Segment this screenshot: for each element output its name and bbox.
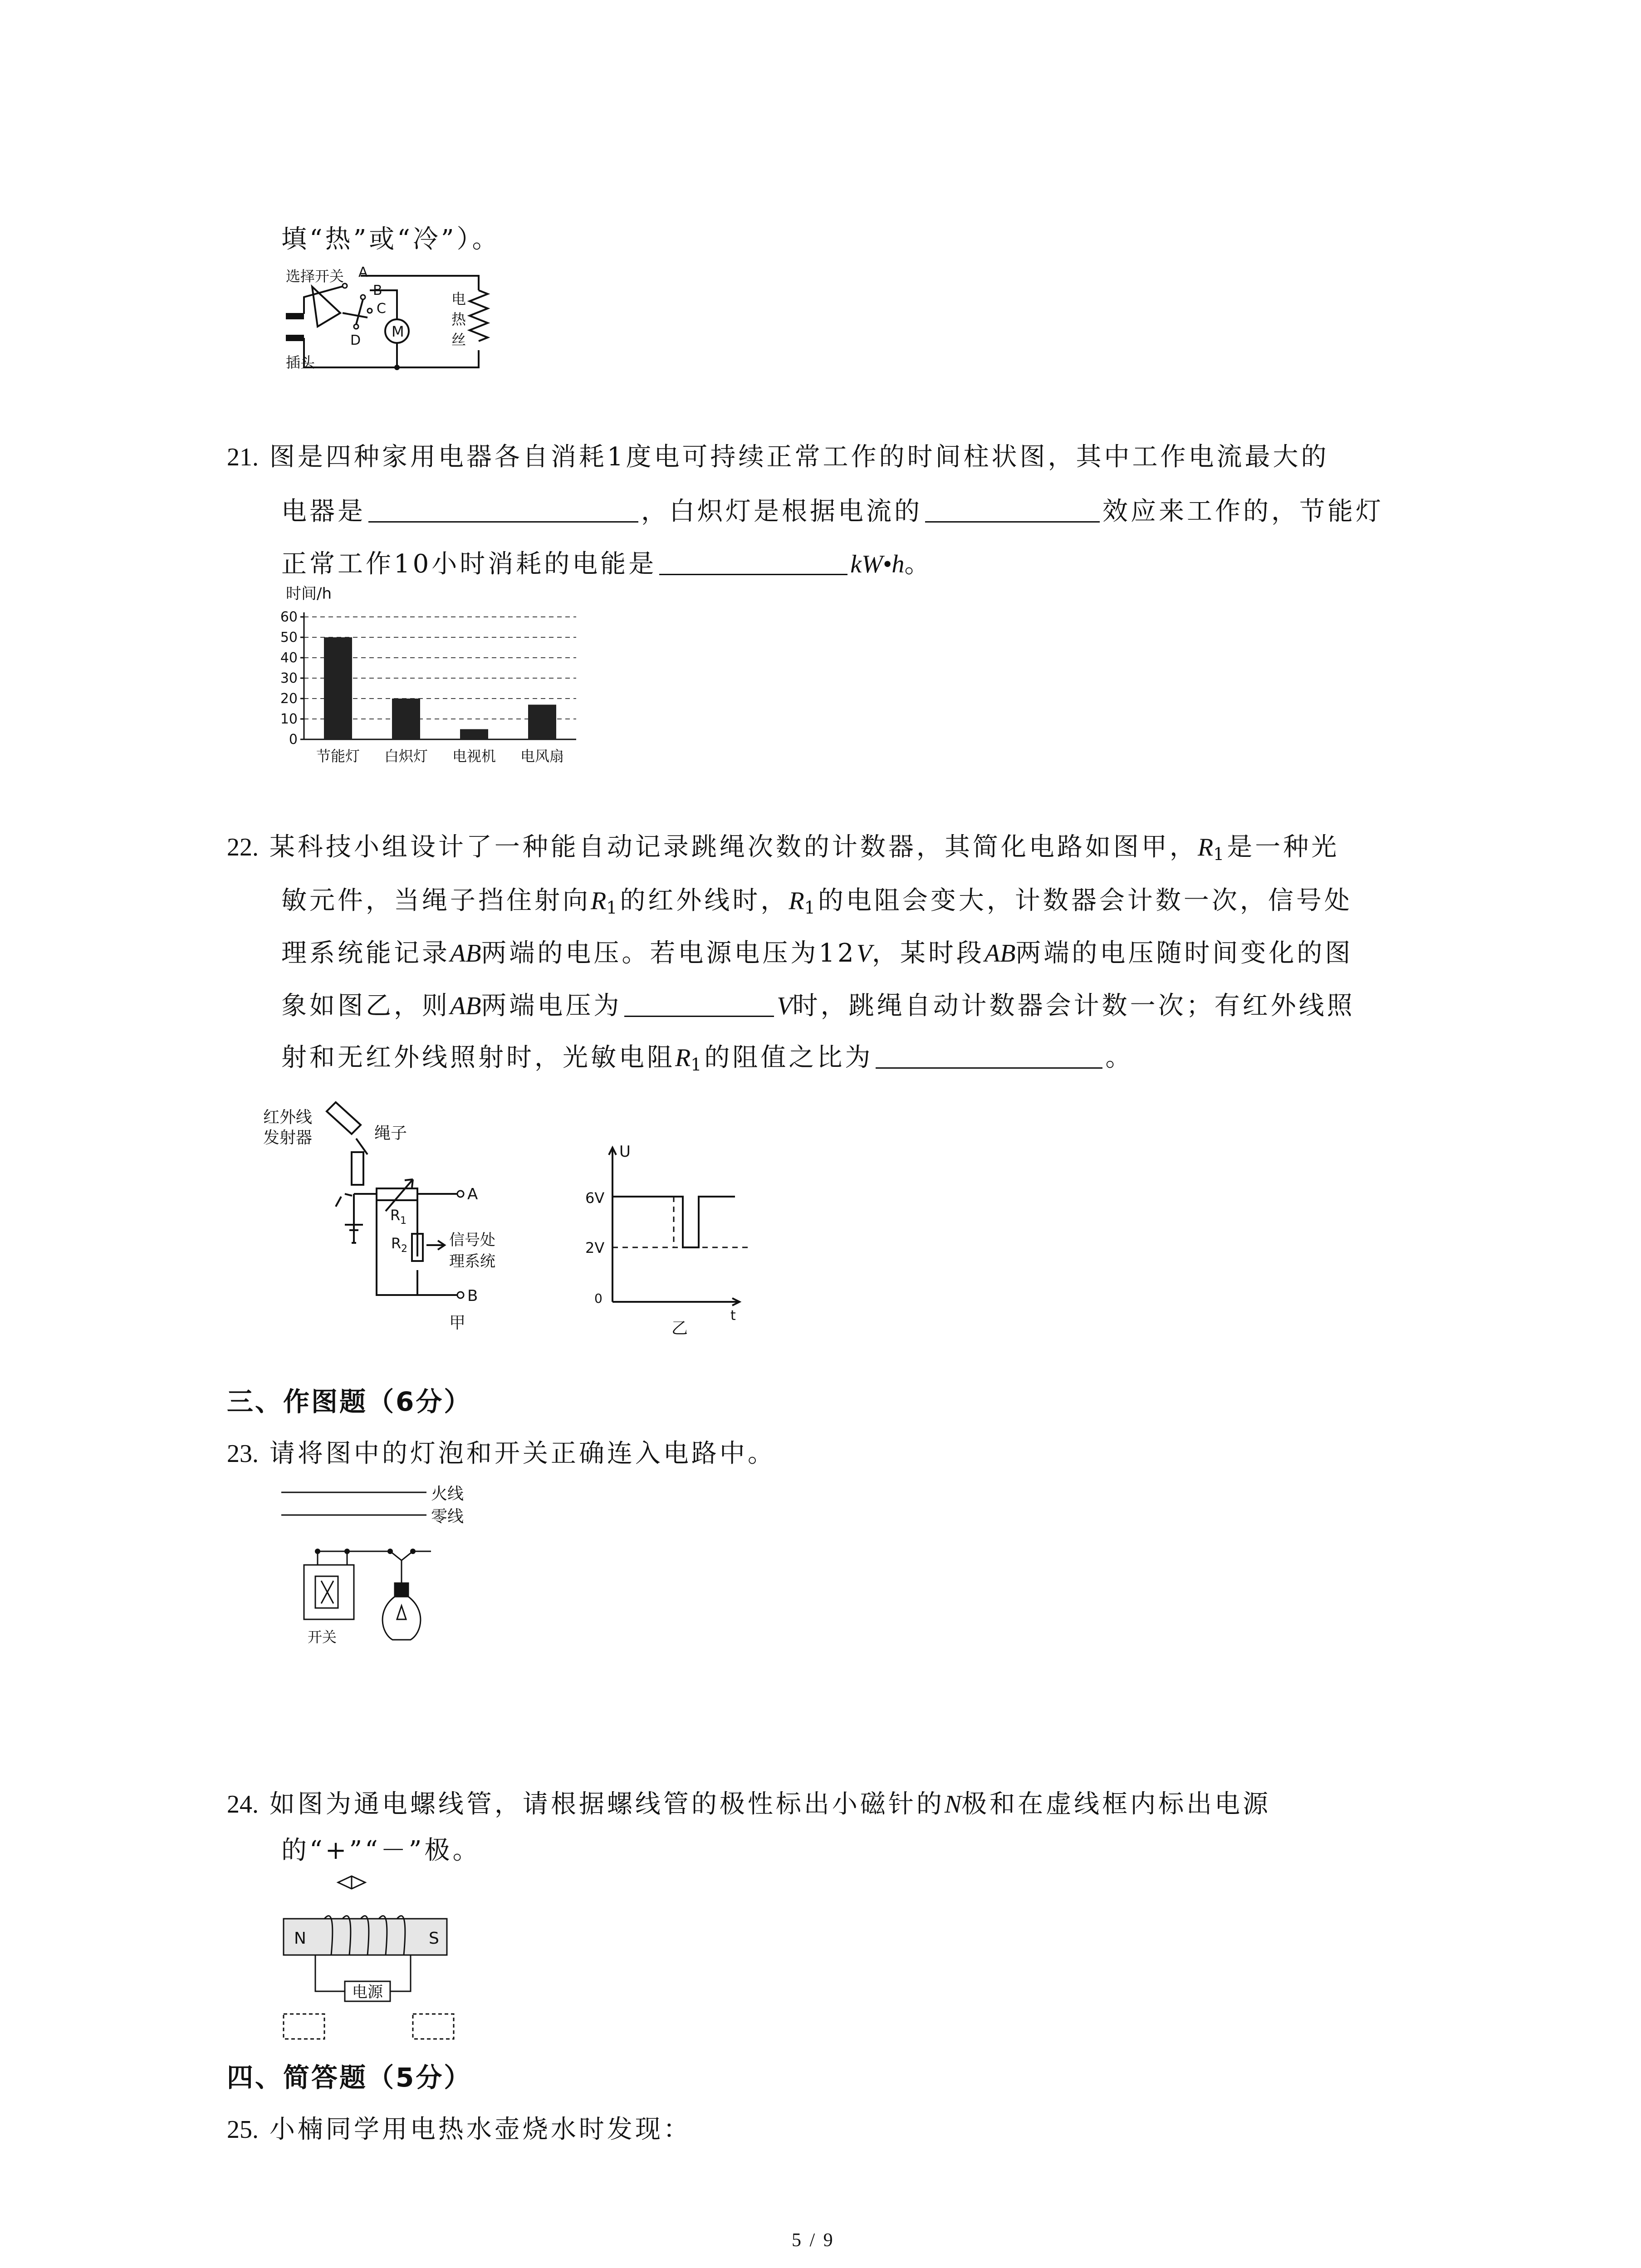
chart-ytick-label: 30 [280, 670, 298, 686]
answer-blank[interactable] [876, 1042, 1102, 1069]
svg-text:t: t [730, 1308, 736, 1324]
q22-circuit-jia [263, 1089, 590, 1343]
q23-wiring-figure [272, 1483, 499, 1647]
q21-line2: 电器是 ，白炽灯是根据电流的 效应来工作的，节能灯 [281, 497, 1384, 526]
q23-text: 23. 请将图中的灯泡和开关正确连入电路中。 [227, 1439, 776, 1468]
svg-text:甲: 甲 [449, 1314, 466, 1332]
svg-text:N: N [294, 1929, 306, 1948]
q20-tail: 填“热”或“冷”）。 [281, 225, 500, 254]
chart-ytick-label: 20 [280, 691, 298, 707]
answer-blank[interactable] [659, 548, 847, 575]
plug-label: 插头 [286, 354, 315, 371]
svg-text:开关: 开关 [308, 1628, 337, 1646]
chart-ytick-label: 60 [280, 609, 298, 625]
svg-text:发射器: 发射器 [263, 1129, 313, 1147]
q22-line1: 22. 某科技小组设计了一种能自动记录跳绳次数的计数器，其简化电路如图甲，$R_1$是一种光 [227, 832, 1340, 864]
svg-text:火线: 火线 [431, 1485, 464, 1503]
q24-solenoid-figure [281, 1864, 463, 2046]
q24-line2: 的“+”“－”极。 [281, 1836, 481, 1865]
chart-bar [324, 637, 352, 739]
q22-voltage-graph-yi [581, 1139, 762, 1338]
q25-text: 25. 小楠同学用电热水壶烧水时发现： [227, 2115, 691, 2144]
svg-text:信号处: 信号处 [449, 1231, 495, 1249]
chart-category-label: 节能灯 [316, 748, 360, 765]
q21-line1: 21. 图是四种家用电器各自消耗1度电可持续正常工作的时间柱状图，其中工作电流最大的 [227, 442, 1329, 472]
page-number: 5 / 9 [792, 2230, 835, 2251]
chart-ytick-label: 50 [280, 630, 298, 645]
answer-blank[interactable] [624, 990, 774, 1017]
svg-text:红外线: 红外线 [263, 1108, 313, 1127]
chart-category-label: 电风扇 [520, 748, 564, 765]
answer-blank[interactable] [925, 496, 1100, 523]
chart-bar [528, 705, 556, 740]
svg-text:S: S [429, 1929, 439, 1948]
svg-text:0: 0 [594, 1291, 603, 1306]
chart-bar [460, 729, 488, 740]
svg-text:零线: 零线 [431, 1507, 464, 1526]
chart-category-label: 电视机 [452, 748, 496, 765]
svg-text:2: 2 [401, 1243, 407, 1255]
svg-text:A: A [358, 264, 368, 280]
svg-text:B: B [467, 1287, 478, 1305]
svg-text:乙: 乙 [671, 1319, 688, 1338]
svg-text:6V: 6V [585, 1189, 605, 1207]
q20-circuit-figure [272, 263, 508, 386]
q24-line1: 24. 如图为通电螺线管，请根据螺线管的极性标出小磁针的N极和在虚线框内标出电源 [227, 1789, 1271, 1819]
answer-blank[interactable] [368, 496, 638, 523]
chart-ylabel: 时间/h [286, 585, 332, 603]
q22-line5: 射和无红外线照射时，光敏电阻$R_1$的阻值之比为 。 [281, 1043, 1134, 1075]
q22-line2: 敏元件，当绳子挡住射向$R_1$的红外线时，$R_1$的电阻会变大，计数器会计数一次，信号处 [281, 886, 1352, 918]
svg-text:理系统: 理系统 [449, 1252, 495, 1271]
section-3-heading: 三、作图题（6分） [227, 1386, 472, 1417]
svg-text:R: R [391, 1235, 402, 1252]
chart-bar [392, 699, 420, 739]
section-4-heading: 四、简答题（5分） [227, 2062, 472, 2093]
svg-text:C: C [377, 301, 386, 317]
chart-category-label: 白炽灯 [384, 748, 428, 765]
svg-text:1: 1 [400, 1215, 407, 1227]
svg-text:热: 热 [451, 311, 466, 328]
svg-text:A: A [467, 1185, 478, 1203]
switch-label: 选择开关 [286, 268, 344, 285]
q22-line4: 象如图乙，则AB两端电压为 V时，跳绳自动计数器会计数一次；有红外线照 [281, 991, 1355, 1021]
q22-line3: 理系统能记录AB两端的电压。若电源电压为12V，某时段AB两端的电压随时间变化的图 [281, 938, 1353, 968]
rope-label: 绳子 [374, 1124, 407, 1143]
q21-bar-chart [254, 585, 599, 767]
svg-text:D: D [350, 332, 361, 348]
chart-ytick-label: 10 [280, 711, 298, 727]
svg-text:U: U [619, 1143, 631, 1161]
svg-text:丝: 丝 [451, 331, 466, 348]
svg-text:R: R [390, 1207, 401, 1224]
chart-ytick-label: 0 [289, 732, 298, 748]
svg-text:2V: 2V [585, 1239, 605, 1256]
svg-text:电: 电 [451, 290, 466, 308]
motor-label: M [392, 323, 404, 340]
chart-ytick-label: 40 [280, 650, 298, 666]
q21-line3: 正常工作10小时消耗的电能是 kW•h。 [281, 549, 933, 579]
svg-text:电源: 电源 [352, 1983, 383, 2001]
svg-text:B: B [373, 283, 382, 298]
